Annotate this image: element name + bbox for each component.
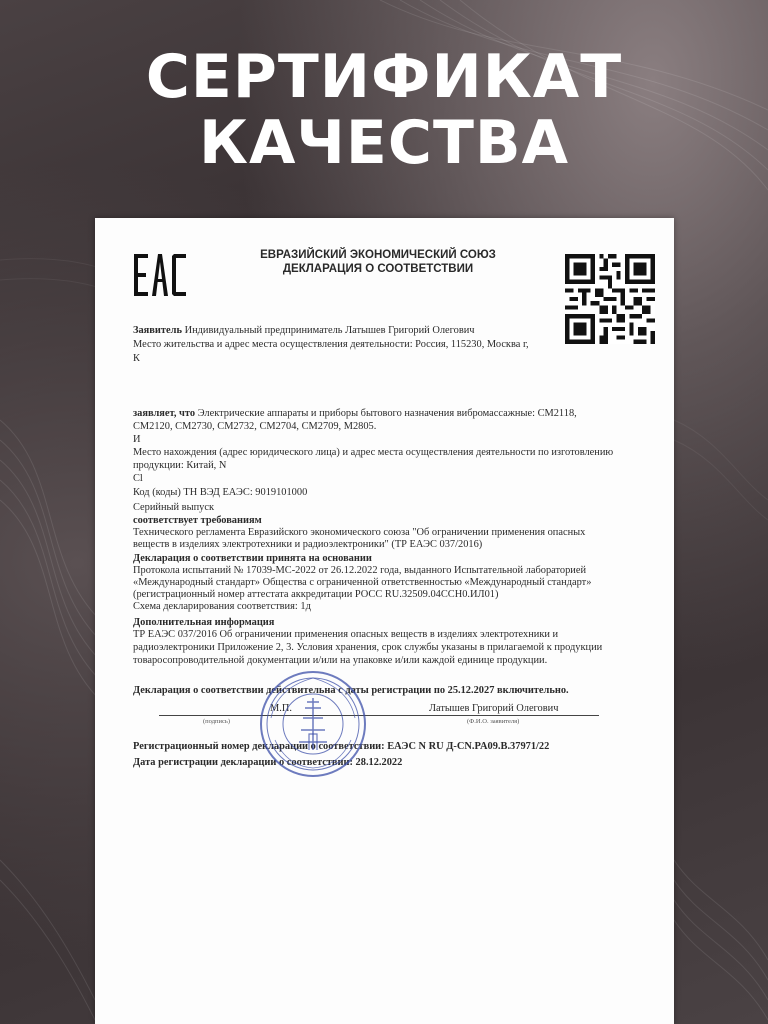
basis-line-1: Протокола испытаний № 17039-МС-2022 от 26.12.2022 года, выданного Испытательной лабораторией: [133, 565, 587, 576]
signature-caption: (подпись): [203, 718, 230, 725]
applicant-line: [133, 324, 648, 337]
declares-text: Электрические аппараты и приборы бытового назначения вибромассажные: CM2118,: [197, 408, 577, 419]
applicant-name: Индивидуальный предприниматель Латышев Григорий Олегович: [184, 325, 475, 336]
additional-line-1: ТР ЕАЭС 037/2016 Об ограничении применения опасных веществ в изделиях электротехники и: [133, 629, 559, 640]
applicant-address-cont: К: [133, 353, 140, 364]
headline: [0, 44, 768, 176]
requirements-text-cont: веществ в изделиях электротехники и радиоэлектроники" (ТР ЕАЭС 037/2016): [133, 539, 483, 550]
official-stamp-icon: [257, 668, 369, 780]
manufacturer-cont: Cl: [133, 473, 143, 484]
manufacturer-line: Место нахождения (адрес юридического лица) и адрес места осуществления деятельности по изготовлению: [133, 447, 614, 458]
declares-extra: И: [133, 434, 141, 445]
eac-logo: [132, 252, 188, 298]
basis-line-4: Схема декларирования соответствия: 1д: [133, 601, 311, 612]
signer-caption: (Ф.И.О. заявителя): [467, 718, 520, 725]
requirements-text: Технического регламента Евразийского экономического союза "Об ограничении применения опасных: [133, 527, 586, 538]
tn-ved-code: Код (коды) ТН ВЭД ЕАЭС: 9019101000: [133, 487, 308, 498]
validity-statement: Декларация о соответствии действительна с даты регистрации по 25.12.2027 включительно.: [133, 685, 569, 696]
additional-line-3: товаросопроводительной документации и/или на упаковке и/или каждой единице продукции.: [133, 655, 548, 666]
manufacturer-country: продукции: Китай, N: [133, 460, 227, 471]
declares-models: CM2120, CM2730, CM2732, CM2704, CM2709, M2805.: [133, 421, 377, 432]
certificate-document: [95, 218, 674, 1024]
signature-line: [159, 715, 599, 716]
basis-label-text: Декларация о соответствии принята на основании: [133, 553, 372, 564]
basis-line-2: «Международный стандарт» Общества с ограниченной ответственностью «Международный стандарт»: [133, 577, 592, 588]
additional-line-2: радиоэлектроники Приложение 2, 3. Условия хранения, срок службы указаны в прилагаемой к продукции: [133, 642, 603, 653]
declares-line: [133, 407, 648, 420]
serial-release: Серийный выпуск: [133, 502, 214, 513]
declares-label: заявляет, что: [133, 408, 196, 419]
eac-logo-icon: [132, 252, 188, 298]
additional-label-text: Дополнительная информация: [133, 617, 275, 628]
headline-line-1: СЕРТИФИКАТ: [145, 42, 623, 112]
document-header: [208, 248, 548, 276]
union-name: ЕВРАЗИЙСКИЙ ЭКОНОМИЧЕСКИЙ СОЮЗ: [260, 249, 496, 261]
applicant-label: Заявитель: [133, 325, 182, 336]
applicant-address: Место жительства и адрес места осуществления деятельности: Россия, 115230, Москва г,: [133, 339, 529, 350]
requirements-label-text: соответствует требованиям: [133, 515, 262, 526]
registration-number: Регистрационный номер декларации о соответствии: ЕАЭС N RU Д-CN.PA09.B.37971/22: [133, 741, 550, 752]
mp-mark: М.П.: [270, 703, 292, 714]
document-title: ДЕКЛАРАЦИЯ О СООТВЕТСТВИИ: [282, 263, 474, 275]
registration-date: Дата регистрации декларации о соответствии: 28.12.2022: [133, 757, 403, 768]
signer-name: Латышев Григорий Олегович: [429, 703, 559, 714]
basis-line-3: (регистрационный номер аттестата аккредитации РОСС RU.32509.04ССН0.ИЛ01): [133, 589, 499, 600]
headline-line-2: КАЧЕСТВА: [198, 108, 570, 178]
